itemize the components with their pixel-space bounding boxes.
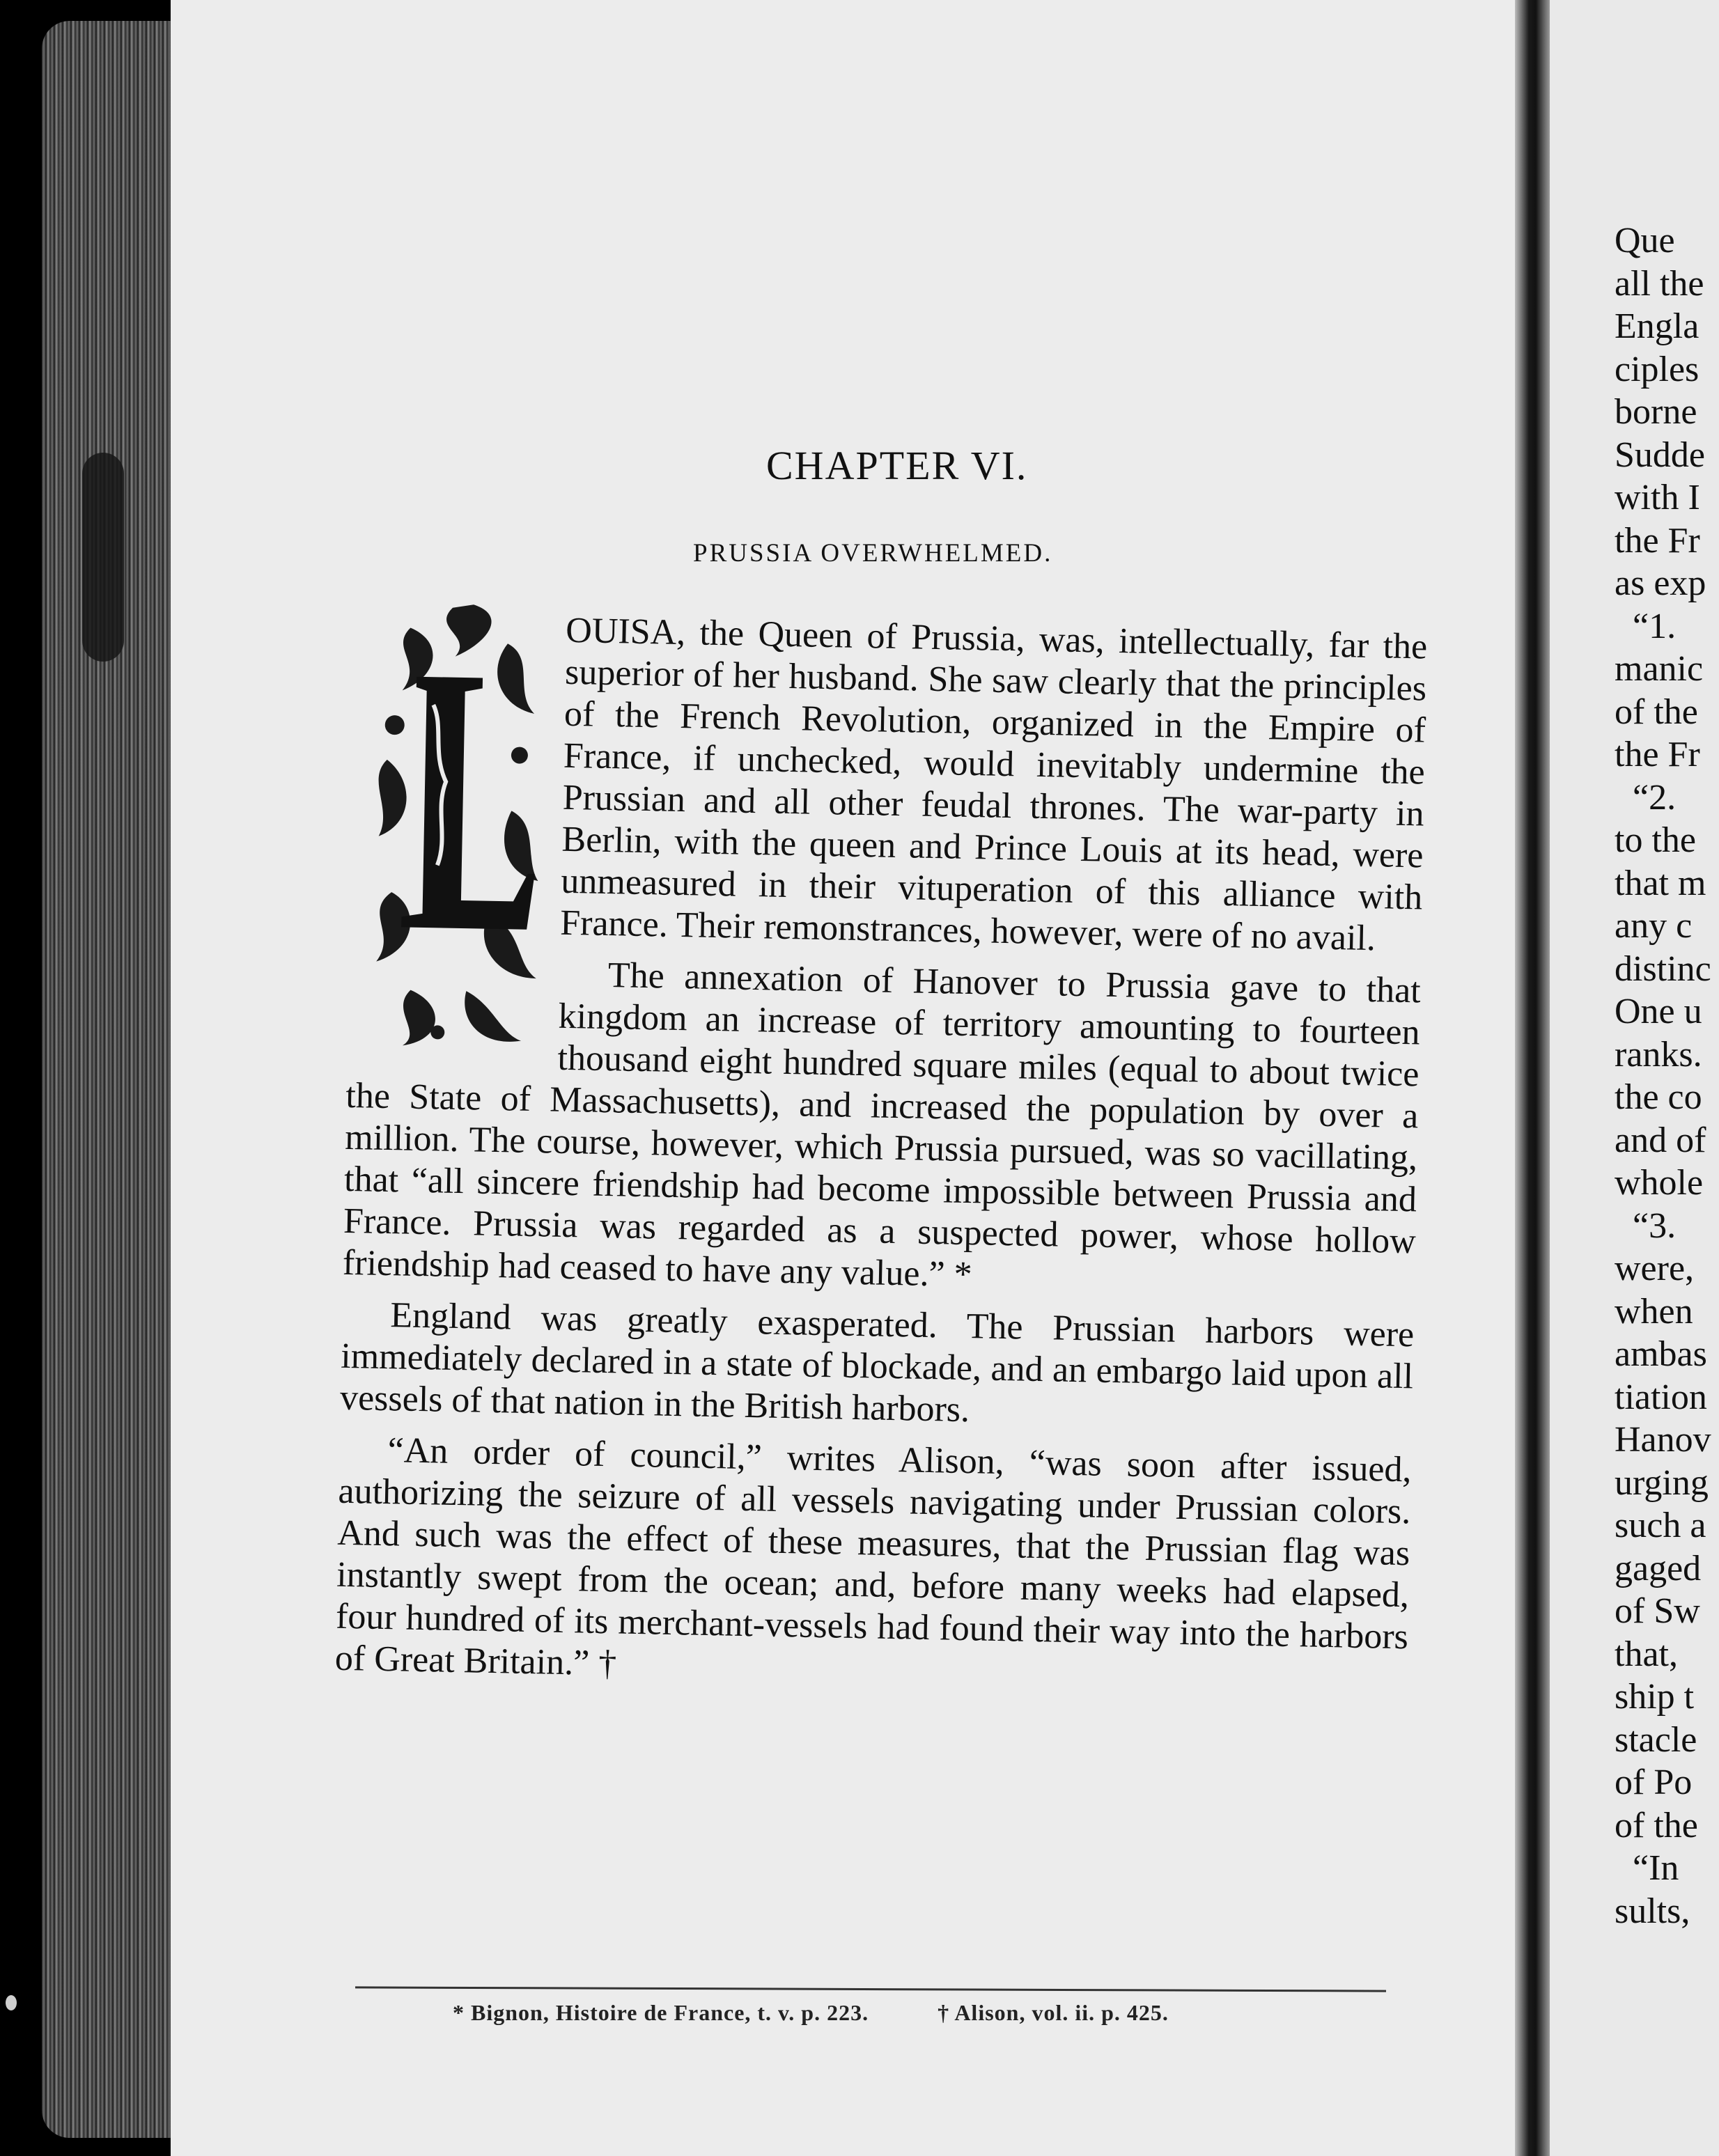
book-page-edges [42, 21, 181, 2138]
paragraph-2: The annexation of Hanover to Prussia gave to that kingdom an increase of territory amounting to fourteen thousand eight hundred square miles (equal to about twice the State of Massachusetts), and increased the population by over a million. The course, however, which Prussia pursued, was so vacillating, that “all sincere friendship had become impossible between Prussia and France. Prussia was regarded as a suspected power, whose hollow friendship had ceased to have any value.” * [342, 955, 1422, 1295]
facing-page-text: Que all the Engla ciples borne Sudde with I the Fr as exp “1. manic of the the Fr “2. to the that m any c distinc One u ranks. the co and of whole “3. were, when ambas tiation Hanov urging such a gaged of Sw that, ship t stacle of Po of the “In sults, [1615, 221, 1711, 1931]
scan-artifact-dot [6, 1995, 17, 2010]
chapter-subtitle: PRUSSIA OVERWHELMED. [693, 539, 1053, 568]
body-text [334, 606, 1428, 1710]
scan-smudge [82, 453, 124, 662]
chapter-title: CHAPTER VI. [766, 443, 1028, 488]
book-gutter [1515, 0, 1550, 2156]
footnote-2: † Alison, vol. ii. p. 425. [938, 2000, 1169, 2025]
paragraph-1: OUISA, the Queen of Prussia, was, intellectually, far the superior of her husband. She saw clearly that the principles of the French Revolution, organized in the Empire of France, if unchecked, would inevitably undermine the Prussian and all other feudal thrones. The war-party in Berlin, with the queen and Prince Louis at its head, were unmeasured in their vituperation of this alliance with France. Their remonstrances, however, were of no avail. [559, 610, 1428, 959]
footnote-1: * Bignon, Histoire de France, t. v. p. 223. [453, 2000, 869, 2025]
ornamental-drop-cap-l-icon [361, 599, 547, 1048]
paragraph-4: “An order of council,” writes Alison, “was soon after issued, authorizing the seizure of all vessels navigating under Prussian colors. And such was the effect of these measures, that the Prussian flag was instantly swept from the ocean; and, before many weeks had elapsed, four hundred of its merchant-vessels had found their way into the harbors of Great Britain.” † [334, 1430, 1413, 1684]
footnotes [453, 2000, 1231, 2026]
paragraph-3: England was greatly exasperated. The Prussian harbors were immediately declared in a state of blockade, and an embargo laid upon all vessels of that nation in the British harbors. [339, 1295, 1415, 1430]
